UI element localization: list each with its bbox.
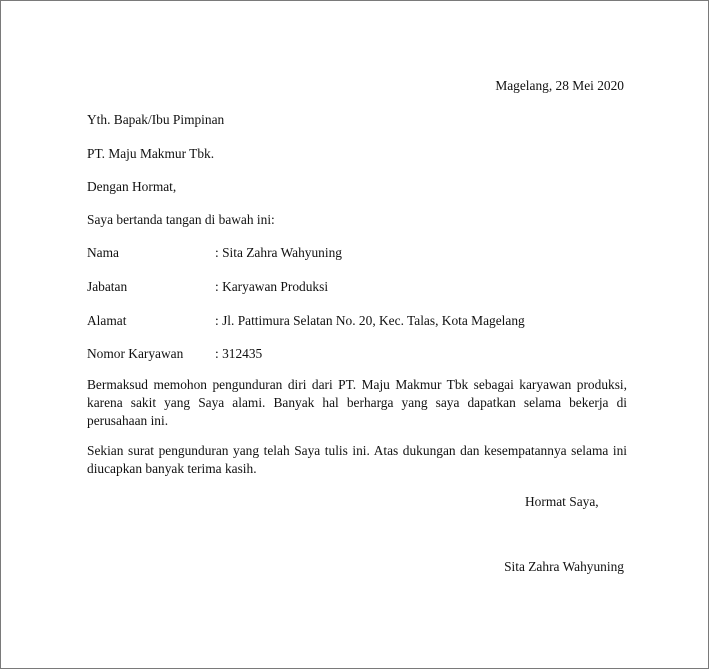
field-label-nomor-karyawan: Nomor Karyawan xyxy=(87,346,184,361)
signer-name: Sita Zahra Wahyuning xyxy=(504,559,624,574)
body-paragraph-1: Bermaksud memohon pengunduran diri dari PT. Maju Makmur Tbk sebagai karyawan produksi, karena sakit yang Saya alami. Banyak hal berharga yang saya dapatkan selama bekerja di perusahaan ini. xyxy=(87,377,627,428)
intro-text: Saya bertanda tangan di bawah ini: xyxy=(87,212,275,227)
field-label-alamat: Alamat xyxy=(87,313,127,328)
recipient-line-2: PT. Maju Makmur Tbk. xyxy=(87,146,215,161)
field-value-alamat: : Jl. Pattimura Selatan No. 20, Kec. Talas, Kota Magelang xyxy=(215,313,525,328)
field-label-jabatan: Jabatan xyxy=(87,279,128,294)
field-label-nama: Nama xyxy=(87,245,119,260)
recipient-line-1: Yth. Bapak/Ibu Pimpinan xyxy=(87,112,225,127)
field-value-jabatan: : Karyawan Produksi xyxy=(215,279,329,294)
field-value-nama: : Sita Zahra Wahyuning xyxy=(215,245,342,260)
body-paragraph-2: Sekian surat pengunduran yang telah Saya tulis ini. Atas dukungan dan kesempatannya selama ini diucapkan banyak terima kasih. xyxy=(87,443,627,476)
field-value-nomor-karyawan: : 312435 xyxy=(215,346,263,361)
place-date: Magelang, 28 Mei 2020 xyxy=(495,78,624,93)
closing-salutation: Hormat Saya, xyxy=(525,494,599,509)
greeting: Dengan Hormat, xyxy=(87,179,177,194)
